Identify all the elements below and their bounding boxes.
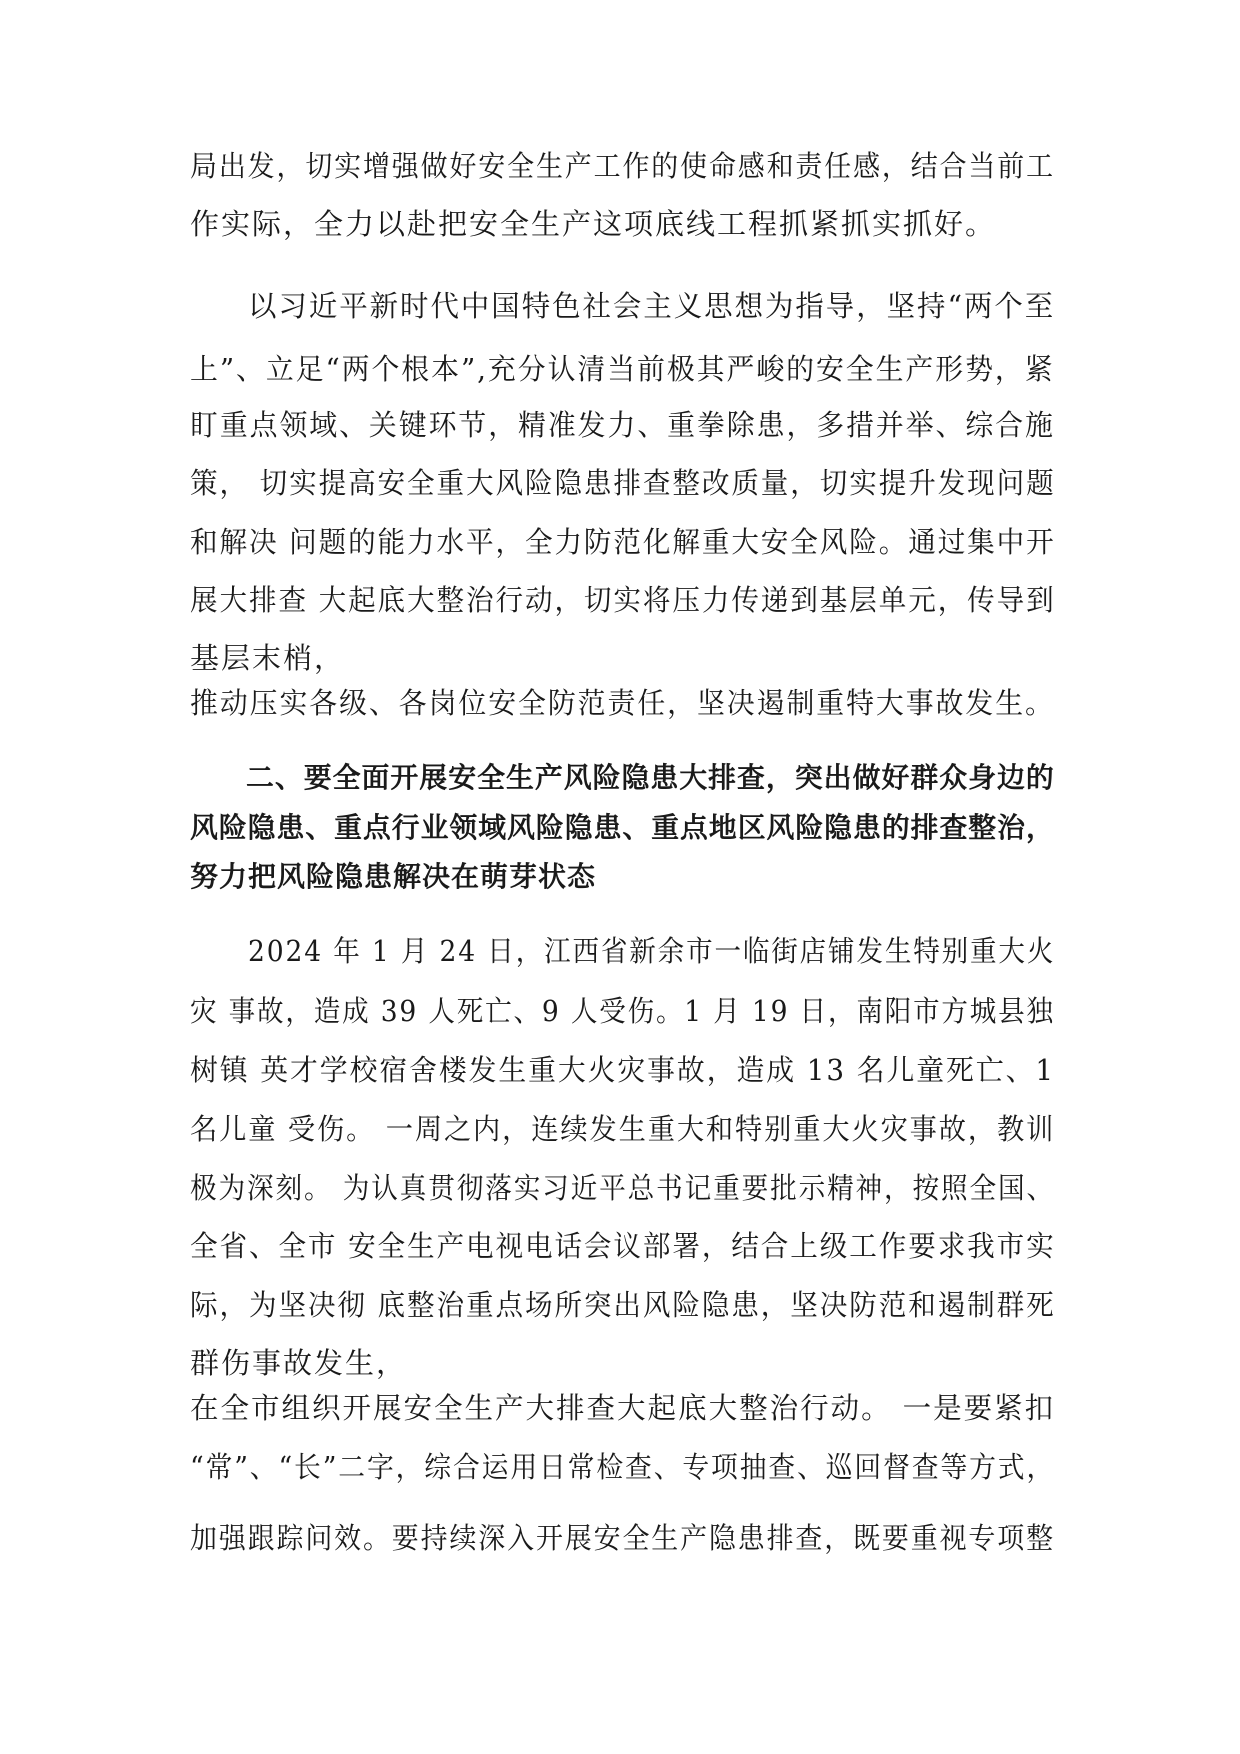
body-line: 际，为坚决彻 底整治重点场所突出风险隐患，坚决防范和遏制群死 (190, 1288, 1056, 1322)
body-line: 树镇 英才学校宿舍楼发生重大火灾事故，造成 13 名儿童死亡、1 (190, 1053, 1055, 1087)
body-line: 全省、全市 安全生产电视电话会议部署，结合上级工作要求我市实 (190, 1229, 1056, 1263)
paragraph-first-line: 以习近平新时代中国特色社会主义思想为指导，坚持“两个至 (248, 289, 1056, 323)
section-heading: 风险隐患、重点行业领域风险隐患、重点地区风险隐患的排查整治， (190, 811, 1055, 844)
body-line: 和解决 问题的能力水平，全力防范化解重大安全风险。通过集中开 (190, 525, 1056, 559)
body-line: 展大排查 大起底大整治行动，切实将压力传递到基层单元，传导到 (190, 583, 1056, 617)
body-line: 推动压实各级、各岗位安全防范责任，坚决遏制重特大事故发生。 (190, 686, 1055, 720)
body-line: 名儿童 受伤。 一周之内，连续发生重大和特别重大火灾事故，教训 (190, 1112, 1056, 1146)
body-line: 在全市组织开展安全生产大排查大起底大整治行动。 一是要紧扣 (190, 1391, 1056, 1425)
body-line: 盯重点领域、关键环节，精准发力、重拳除患，多措并举、综合施 (190, 408, 1055, 442)
body-line: 作实际，全力以赴把安全生产这项底线工程抓紧抓实抓好。 (190, 207, 997, 241)
body-line: 上”、立足“两个根本”,充分认清当前极其严峻的安全生产形势，紧 (190, 352, 1055, 386)
body-line: 灾 事故，造成 39 人死亡、9 人受伤。1 月 19 日，南阳市方城县独 (190, 994, 1055, 1028)
body-line: 策， 切实提高安全重大风险隐患排查整改质量，切实提升发现问题 (190, 466, 1056, 500)
body-line: 极为深刻。 为认真贯彻落实习近平总书记重要批示精神，按照全国、 (190, 1171, 1055, 1205)
body-line: “常”、“长”二字，综合运用日常检查、专项抽查、巡回督查等方式， (190, 1450, 1056, 1484)
paragraph-first-line: 2024 年 1 月 24 日，江西省新余市一临街店铺发生特别重大火 (248, 934, 1056, 968)
section-heading: 努力把风险隐患解决在萌芽状态 (190, 860, 597, 893)
body-line: 加强跟踪问效。要持续深入开展安全生产隐患排查，既要重视专项整 (190, 1521, 1055, 1555)
section-heading: 二、要全面开展安全生产风险隐患大排查，突出做好群众身边的 (246, 761, 1055, 794)
body-line: 群伤事故发生， (190, 1346, 408, 1380)
body-line: 基层末梢， (190, 641, 346, 675)
body-line: 局出发，切实增强做好安全生产工作的使命感和责任感，结合当前工 (190, 149, 1055, 183)
